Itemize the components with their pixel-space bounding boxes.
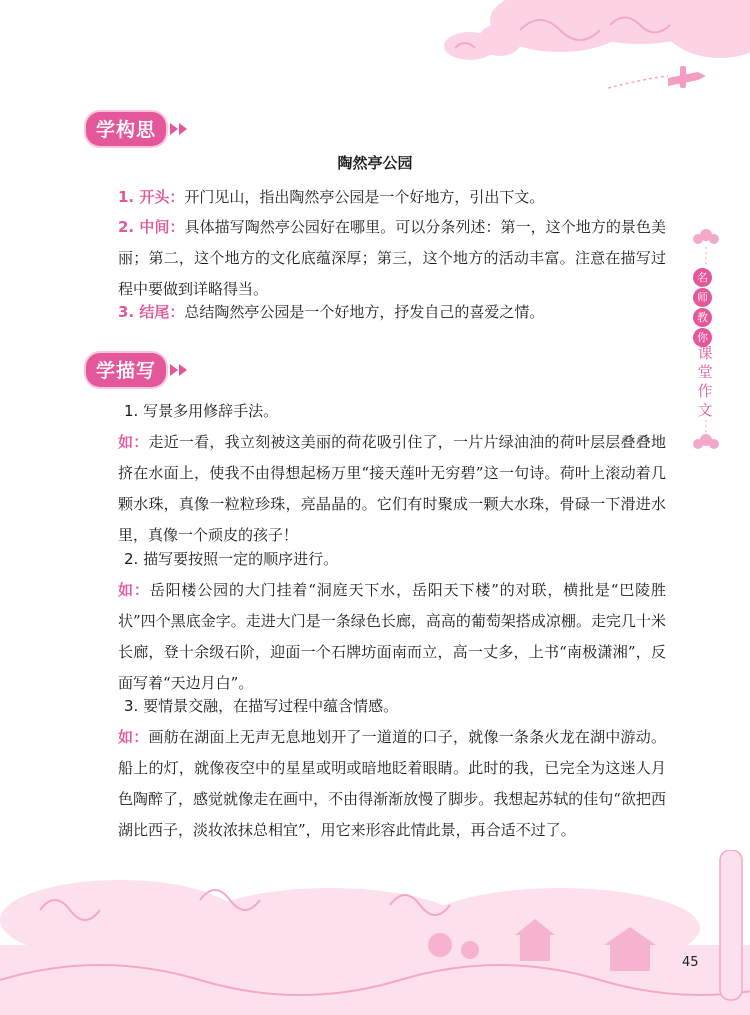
double-arrow-icon	[170, 364, 188, 376]
section-badge-label: 学描写	[86, 353, 166, 387]
sidebar-circle: 教	[693, 308, 712, 327]
tip-heading: 1. 写景多用修辞手法。	[124, 402, 279, 420]
top-cloud-decoration	[0, 0, 750, 110]
example-paragraph	[118, 722, 666, 846]
example-text: 走近一看，我立刻被这美丽的荷花吸引住了，一片片绿油油的荷叶层层叠叠地挤在水面上，使我不由得想起杨万里“接天莲叶无穷碧”这一句诗。荷叶上滚动着几颗水珠，真像一粒粒珍珠，亮晶晶的。它们有时聚成一颗大水珠，骨碌一下滑进水里，真像一个顽皮的孩子！	[118, 433, 666, 544]
example-paragraph	[118, 575, 666, 699]
outline-item-opening	[118, 182, 666, 213]
outline-lead: 2. 中间：	[118, 218, 185, 236]
outline-item-middle	[118, 212, 666, 305]
example-lead: 如：	[118, 433, 149, 451]
example-paragraph	[118, 427, 666, 551]
example-text: 岳阳楼公园的大门挂着“洞庭天下水，岳阳天下楼”的对联，横批是“巴陵胜状”四个黑底金字。走进大门是一条绿色长廊，高高的葡萄架搭成凉棚。走完几十米长廊，登十余级石阶，迎面一个石牌坊面南而立，高一丈多，上书“南极潇湘”，反面写着“天边月白”。	[118, 581, 666, 692]
section-badge-label: 学构思	[86, 112, 166, 146]
section-badge-plan	[86, 112, 188, 146]
sidebar-circle-group	[693, 268, 712, 348]
sidebar-circle: 名	[693, 268, 712, 287]
example-lead: 如：	[118, 728, 149, 746]
section-badge-describe	[86, 353, 188, 387]
page-number: 45	[682, 955, 699, 970]
double-arrow-icon	[170, 123, 188, 135]
article-title: 陶然亭公园	[337, 154, 413, 172]
tip-heading: 2. 描写要按照一定的顺序进行。	[124, 550, 339, 568]
example-lead: 如：	[118, 581, 150, 599]
outline-text: 总结陶然亭公园是一个好地方，抒发自己的喜爱之情。	[184, 303, 545, 321]
bottom-candyland-decoration	[0, 850, 750, 1015]
outline-item-ending	[118, 297, 666, 328]
outline-text: 开门见山，指出陶然亭公园是一个好地方，引出下文。	[184, 188, 545, 206]
sidebar-label: 课堂作文	[697, 344, 713, 419]
outline-lead: 1. 开头：	[118, 188, 185, 206]
example-text: 画舫在湖面上无声无息地划开了一道道的口子，就像一条条火龙在湖中游动。船上的灯，就像夜空中的星星或明或暗地眨着眼睛。此时的我，已完全为这迷人月色陶醉了，感觉就像走在画中，不由得渐渐放慢了脚步。我想起苏轼的佳句“欲把西湖比西子，淡妆浓抹总相宜”，用它来形容此情此景，再合适不过了。	[118, 728, 666, 839]
outline-text: 具体描写陶然亭公园好在哪里。可以分条列述：第一，这个地方的景色美丽；第二，这个地方的文化底蕴深厚；第三，这个地方的活动丰富。注意在描写过程中要做到详略得当。	[118, 218, 666, 298]
sidebar-circle: 你	[693, 328, 712, 347]
outline-lead: 3. 结尾：	[118, 303, 185, 321]
sidebar-circle: 师	[693, 288, 712, 307]
tip-heading: 3. 要情景交融，在描写过程中蕴含情感。	[124, 697, 399, 715]
